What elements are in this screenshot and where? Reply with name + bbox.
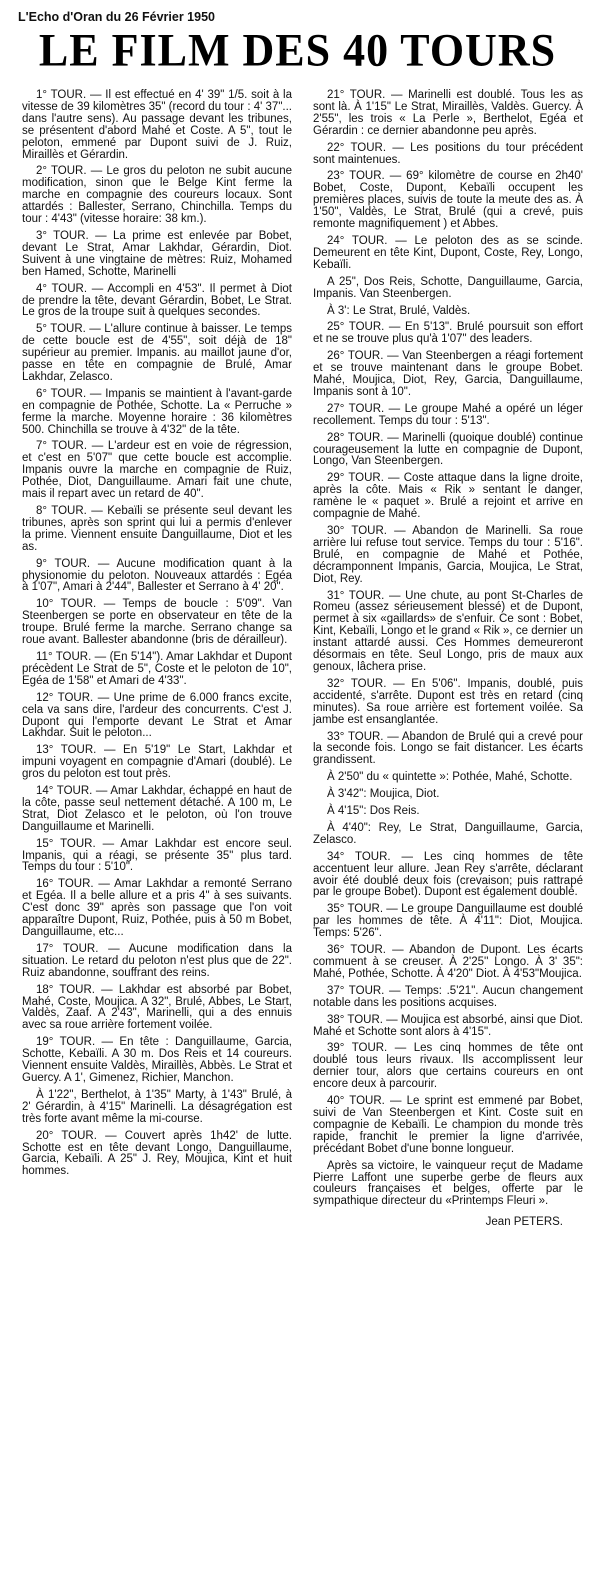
- paragraph: 31° TOUR. — Une chute, au pont St-Charles de Romeu (assez sérieusement blessé) et de Dupont, permet à six «gaillards» de s'enfuir. Ce sont : Bobet, Kint, Kebaïli, Longo et le grand « Rik », ce dernier un instant attardé aussi. Ces Hommes demeureront désormais en tête. Seul Longo, pris de maux aux genoux, lâchera prise.: [313, 589, 583, 673]
- article-body: [8, 90, 587, 1228]
- paragraph: 13° TOUR. — En 5'19" Le Start, Lakhdar et impuni voyagent en compagnie d'Amari (doublé). Le gros du peloton est tout près.: [22, 744, 292, 781]
- right-column-paragraphs: [313, 90, 583, 1208]
- paragraph: À 3': Le Strat, Brulé, Valdès.: [327, 304, 471, 317]
- right-column: [313, 90, 583, 1228]
- paragraph: 14° TOUR. — Amar Lakhdar, échappé en haut de la côte, passe seul nettement détaché. A 100 m, Le Strat, Diot Zelasco et le peloton, où l'on trouve Danguillaume et Marinelli.: [22, 785, 292, 833]
- paragraph: À 1'22", Berthelot, à 1'35" Marty, à 1'43" Brulé, à 2' Gérardin, à 4'15" Marinelli. La désagrégation est très forte avant même la mi-course.: [22, 1088, 292, 1125]
- article-title: LE FILM DES 40 TOURS: [38, 24, 557, 77]
- paragraph: 6° TOUR. — Impanis se maintient à l'avant-garde en compagnie de Pothée, Schotte. La « Perruche » ferme la marche. Moyenne horaire : 36 kilomètres 500. Chinchilla se trouve à 4'32" de la tête.: [22, 387, 292, 436]
- paragraph: 8° TOUR. — Kebaïli se présente seul devant les tribunes, après son sprint qui lui a permis d'enlever la prime. Viennent ensuite Danguillaume, Diot et les as.: [22, 505, 292, 553]
- paragraph: 36° TOUR. — Abandon de Dupont. Les écarts commuent à se creuser. À 2'25'' Longo. À 3' 35": Mahé, Pothée, Schotte. À 4'20" Diot. À 4'53"Moujica.: [313, 944, 583, 980]
- paragraph: Après sa victoire, le vainqueur reçut de Madame Pierre Laffont une superbe gerbe de fleurs aux couleurs françaises et belges, offerte par le sympathique directeur du «Printemps Fleuri ».: [313, 1159, 583, 1208]
- paragraph: 24° TOUR. — Le peloton des as se scinde. Demeurent en tête Kint, Dupont, Coste, Rey, Longo, Kebaïli.: [313, 234, 583, 271]
- paragraph: 17° TOUR. — Aucune modification dans la situation. Le retard du peloton n'est plus que de 22". Ruiz abandonne, souffrant des reins.: [22, 942, 292, 979]
- paragraph: 37° TOUR. — Temps: .5'21". Aucun changement notable dans les positions acquises.: [313, 984, 583, 1009]
- paragraph: 1° TOUR. — Il est effectué en 4' 39" 1/5. soit à la vitesse de 39 kilomètres 35" (record du tour : 4' 37"... dans l'autre sens). Au passage devant les tribunes, se présentent d'abord Mahé et Coste. A 5", tout le peloton, emmené par Dupont suivi de J. Ruiz, Miraillès et Gérardin.: [22, 89, 292, 161]
- paragraph: 5° TOUR. — L'allure continue à baisser. Le temps de cette boucle est de 4'55", soit déjà de 18" supérieur au premier. Impanis. au maillot jaune d'or, passe en tête en compagnie de Brulé, Amar Lakhdar, Zelasco.: [22, 323, 292, 383]
- paragraph: 40° TOUR. — Le sprint est emmené par Bobet, suivi de Van Steenbergen et Kint. Coste suit en compagnie de Kebaïli. Le champion du monde très rapide, franchit le premier la ligne d'arrivée, précédant Bobet d'une bonne longueur.: [313, 1095, 583, 1155]
- paragraph: 38° TOUR. — Moujica est absorbé, ainsi que Diot. Mahé et Schotte sont alors à 4'15".: [313, 1013, 584, 1038]
- paragraph: 30° TOUR. — Abandon de Marinelli. Sa roue arrière lui refuse tout service. Temps du tour : 5'16". Brulé, en compagnie de Mahé et Pothée, décramponnent Impanis, Garcia, Moujica, Le Strat, Diot, Rey.: [313, 525, 583, 585]
- paragraph: 29° TOUR. — Coste attaque dans la ligne droite, après la côte. Mais « Rik » sentant le danger, ramène le « paquet ». Brulé a rejoint et arrive en compagnie de Mahé.: [313, 472, 583, 521]
- paragraph: 3° TOUR. — La prime est enlevée par Bobet, devant Le Strat, Amar Lakhdar, Gérardin, Diot. Suivent à une vingtaine de mètres: Ruiz, Mohamed ben Hamed, Schotte, Marinelli: [22, 229, 292, 278]
- paragraph: 15° TOUR. — Amar Lakhdar est encore seul. Impanis, qui a réagi, se présente 35" plus tard. Temps du tour : 5'10".: [22, 837, 292, 874]
- left-column: [22, 90, 292, 1228]
- source-line: L'Echo d'Oran du 26 Février 1950: [18, 10, 215, 24]
- paragraph: 33° TOUR. — Abandon de Brulé qui a crevé pour la seconde fois. Longo se fait distancer. Les écarts grandissent.: [313, 730, 583, 767]
- paragraph: 2° TOUR. — Le gros du peloton ne subit aucune modification, sinon que le Belge Kint ferme la marche en compagnie des coureurs locaux. Sont attardés : Ballester, Serrano, Chinchilla. Temps du tour : 4'43" (vitesse horaire: 38 km.).: [22, 165, 292, 226]
- paragraph: 26° TOUR. — Van Steenbergen a réagi fortement et se trouve maintenant dans le groupe Bobet. Mahé, Moujica, Diot, Rey, Garcia, Danguillaume, Impanis sont à 10".: [313, 350, 583, 398]
- paragraph: 4° TOUR. — Accompli en 4'53". Il permet à Diot de prendre la tête, devant Gérardin, Bobet, Le Strat. Le gros de la troupe suit à quelques secondes.: [22, 282, 292, 319]
- paragraph: A 25", Dos Reis, Schotte, Danguillaume, Garcia, Impanis. Van Steenbergen.: [313, 275, 583, 300]
- paragraph: 19° TOUR. — En tête : Danguillaume, Garcia, Schotte, Kebaïli. A 30 m. Dos Reis et 14 coureurs. Viennent ensuite Valdès, Miraillès, Abbès. Le Strat et Guercy. A 1', Gimenez, Richier, Manchon.: [22, 1036, 292, 1084]
- paragraph: 39° TOUR. — Les cinq hommes de tête ont doublé tous leurs rivaux. Ils accomplissent leur dernier tour, alors que certains coureurs en ont encore deux à parcourir.: [313, 1042, 583, 1091]
- paragraph: À 3'42": Moujica, Diot.: [327, 788, 440, 801]
- paragraph: 34° TOUR. — Les cinq hommes de tête accentuent leur allure. Jean Rey s'arrête, déclarant avoir été doublé deux fois (crevaison; puis rattrapé par le groupe Bobet). Dupont est également doublé.: [313, 850, 583, 899]
- paragraph: 11° TOUR. — (En 5'14"). Amar Lakhdar et Dupont précèdent Le Strat de 5", Coste et le peloton de 10", Egéa de 1'58" et Amari de 4'33".: [22, 650, 292, 687]
- paragraph: 28° TOUR. — Marinelli (quoique doublé) continue courageusement la lutte en compagnie de Dupont, Longo, Van Steenbergen.: [313, 431, 583, 468]
- paragraph: 10° TOUR. — Temps de boucle : 5'09". Van Steenbergen se porte en observateur en tête de la troupe. Brulé ferme la marche. Serrano change sa roue avant. Ballester abandonne (bris de dérailleur).: [22, 598, 292, 647]
- paragraph: 35° TOUR. — Le groupe Danguillaume est doublé par les hommes de tête. À 4'11": Diot, Moujica. Temps: 5'26".: [313, 903, 583, 940]
- paragraph: 22° TOUR. — Les positions du tour précédent sont maintenues.: [313, 141, 583, 166]
- paragraph: 21° TOUR. — Marinelli est doublé. Tous les as sont là. À 1'15" Le Strat, Miraillès, Valdès. Guercy. À 2'55", les trois « La Perle », Berthelot, Egéa et Gérardin : ce dernier abandonne peu après.: [313, 89, 583, 137]
- paragraph: À 4'40": Rey, Le Strat, Danguillaume, Garcia, Zelasco.: [313, 821, 583, 846]
- author-signature: Jean PETERS.: [485, 1216, 563, 1229]
- paragraph: À 2'50" du « quintette »: Pothée, Mahé, Schotte.: [327, 771, 573, 784]
- paragraph: 23° TOUR. — 69° kilomètre de course en 2h40' Bobet, Coste, Dupont, Kebaïli occupent les premières places, suivis de toute la meute des as. À 1'50", Valdès, Le Strat, Brulé (qui a crevé, puis remonte magnifiquement ) et Abbes.: [313, 170, 583, 231]
- paragraph: 18° TOUR. — Lakhdar est absorbé par Bobet, Mahé, Coste, Moujica. A 32", Brulé, Abbes, Le Start, Valdès, Zaaf. A 2'43", Marinelli, qui a des ennuis avec sa roue arrière fortement voilée.: [22, 983, 292, 1032]
- paragraph: 7° TOUR. — L'ardeur est en voie de régression, et c'est en 5'07" que cette boucle est accomplie. Impanis ouvre la marche en compagnie de Ruiz, Pothée, Diot, Danguillaume. Amari fait une chute, mais il repart avec un retard de 40".: [22, 440, 292, 501]
- paragraph: 20° TOUR. — Couvert après 1h42' de lutte. Schotte est en tête devant Longo, Danguillaume, Garcia, Kebaïli. A 25" J. Rey, Moujica, Kint et huit hommes.: [22, 1129, 292, 1178]
- paragraph: 25° TOUR. — En 5'13". Brulé poursuit son effort et ne se trouve plus qu'à 1'07" des leaders.: [313, 321, 583, 346]
- paragraph: 27° TOUR. — Le groupe Mahé a opéré un léger recollement. Temps du tour : 5'13".: [313, 402, 583, 427]
- paragraph: 32° TOUR. — En 5'06". Impanis, doublé, puis accidenté, s'arrête. Dupont est très en retard (cinq minutes). Sa roue arrière est fortement voilée. Sa jambe est ensanglantée.: [313, 677, 583, 726]
- paragraph: 9° TOUR. — Aucune modification quant à la physionomie du peloton. Nouveaux attardés : Egéa à 1'07", Amari à 2'44", Ballester et Serrano à 4' 20".: [22, 557, 292, 594]
- paragraph: À 4'15": Dos Reis.: [327, 805, 420, 818]
- paragraph: 12° TOUR. — Une prime de 6.000 francs excite, cela va sans dire, l'ardeur des concurrents. C'est J. Dupont qui l'emporte devant Le Strat et Amar Lakhdar. Suit le peloton...: [22, 691, 292, 740]
- paragraph: 16° TOUR. — Amar Lakhdar a remonté Serrano et Egéa. Il a belle allure et a pris 4" à ses suivants. C'est donc 39" après son passage que l'on voit apparaître Dupont, Ruiz, Pothée, puis à 50 m Bobet, Danguillaume, etc...: [22, 878, 292, 938]
